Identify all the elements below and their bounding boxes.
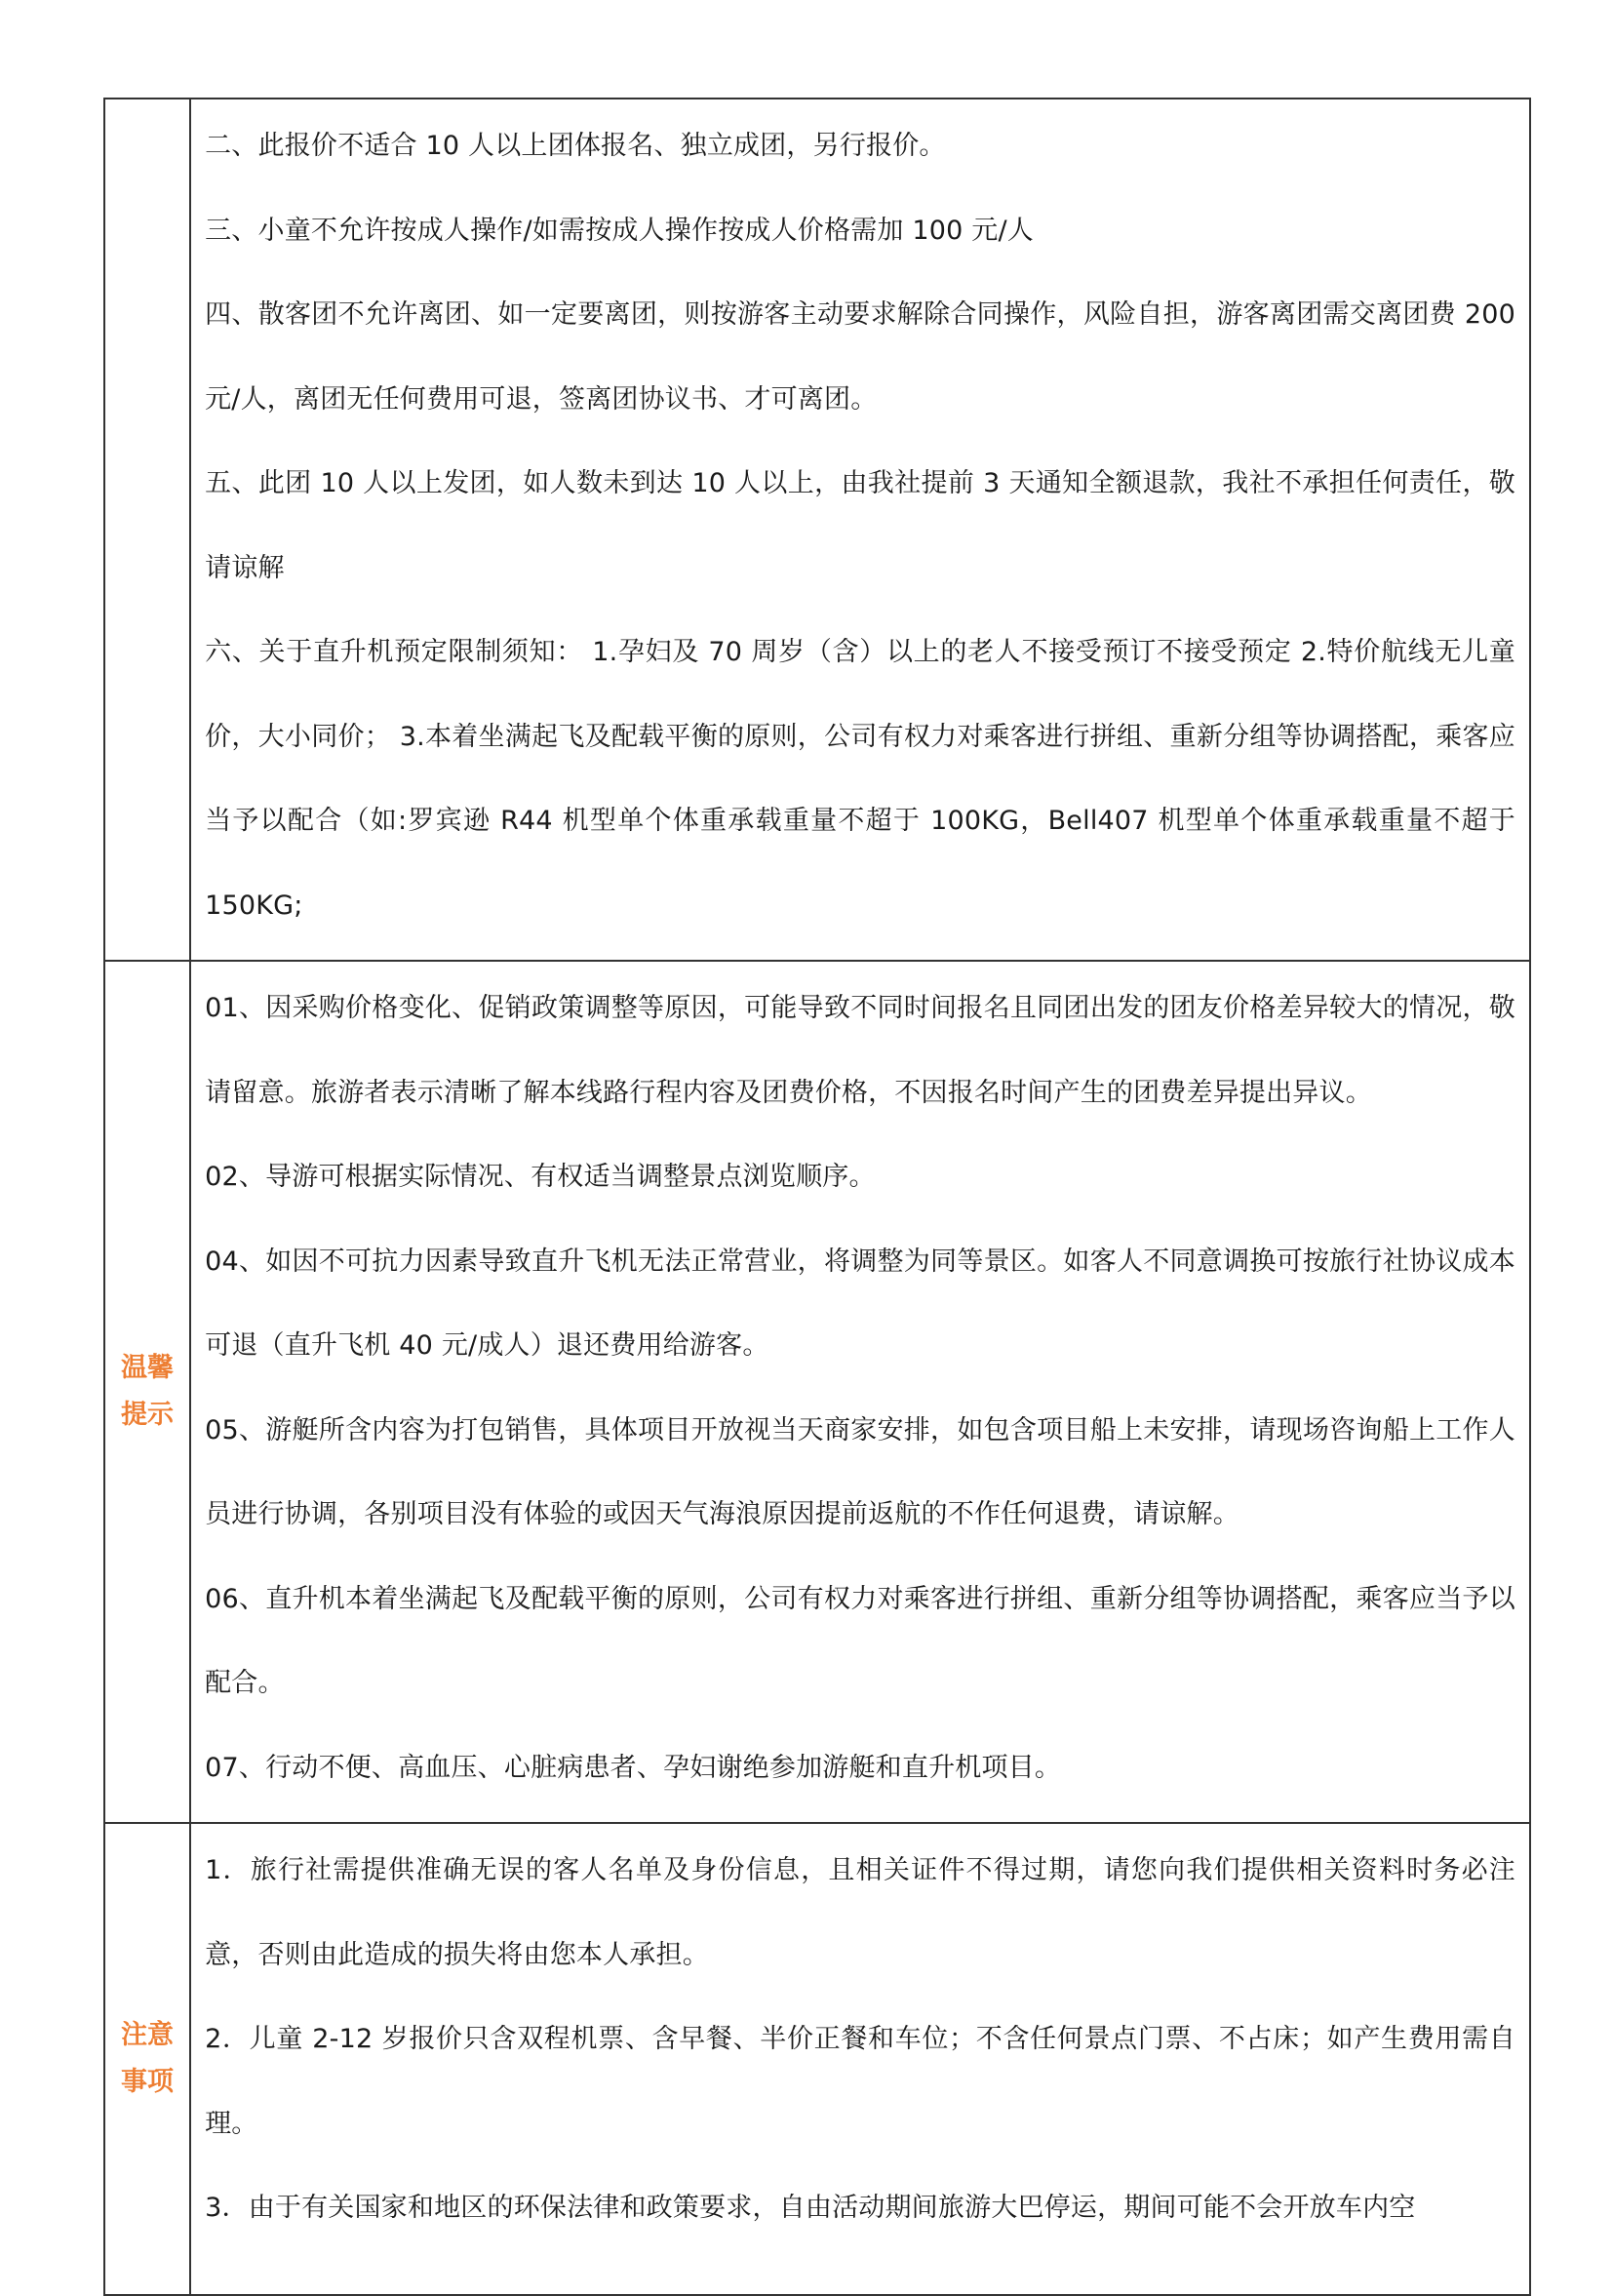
table-row-warm-tips	[104, 961, 1530, 1823]
list-item: 07、行动不便、高血压、心脏病患者、孕妇谢绝参加游艇和直升机项目。	[205, 1752, 1062, 1783]
list-item: 2．儿童 2-12 岁报价只含双程机票、含早餐、半价正餐和车位；不含任何景点门票、不占床；如产生费用需自理。	[205, 2024, 1515, 2139]
section-content-cell	[190, 99, 1530, 961]
list-item: 05、游艇所含内容为打包销售，具体项目开放视当天商家安排，如包含项目船上未安排，请现场咨询船上工作人员进行协调，各别项目没有体验的或因天气海浪原因提前返航的不作任何退费，请谅解。	[205, 1414, 1515, 1529]
list-item: 06、直升机本着坐满起飞及配载平衡的原则，公司有权力对乘客进行拼组、重新分组等协调搭配，乘客应当予以配合。	[205, 1583, 1515, 1698]
list-item: 六、关于直升机预定限制须知： 1.孕妇及 70 周岁（含）以上的老人不接受预订不接受预定 2.特价航线无儿童价，大小同价； 3.本着坐满起飞及配载平衡的原则，公司有权力对乘客进行拼组、重新分组等协调搭配，乘客应当予以配合（如:罗宾逊 R44 机型单个体重承载重量不超于 100KG，Bell407 机型单个体重承载重量不超于 150KG;	[205, 637, 1515, 921]
section-label-warm-tips: 温馨提示	[121, 1353, 175, 1430]
list-item: 01、因采购价格变化、促销政策调整等原因，可能导致不同时间报名且同团出发的团友价格差异较大的情况，敬请留意。旅游者表示清晰了解本线路行程内容及团费价格，不因报名时间产生的团费差异提出异议。	[205, 993, 1515, 1108]
section-content-cell	[190, 961, 1530, 1823]
itinerary-notes-table	[103, 98, 1531, 2296]
section-label-cell	[104, 961, 190, 1823]
list-item: 三、小童不允许按成人操作/如需按成人操作按成人价格需加 100 元/人	[205, 215, 1035, 246]
table-row-notices	[104, 1823, 1530, 2295]
list-item: 二、此报价不适合 10 人以上团体报名、独立成团，另行报价。	[205, 131, 946, 161]
section-label-notices: 注意事项	[121, 2020, 175, 2097]
list-item: 04、如因不可抗力因素导致直升飞机无法正常营业，将调整为同等景区。如客人不同意调换可按旅行社协议成本可退（直升飞机 40 元/成人）退还费用给游客。	[205, 1246, 1515, 1361]
list-item: 1．旅行社需提供准确无误的客人名单及身份信息，且相关证件不得过期，请您向我们提供相关资料时务必注意，否则由此造成的损失将由您本人承担。	[205, 1855, 1515, 1970]
list-item: 四、散客团不允许离团、如一定要离团，则按游客主动要求解除合同操作，风险自担，游客离团需交离团费 200 元/人，离团无任何费用可退，签离团协议书、才可离团。	[205, 299, 1515, 415]
section-label-cell	[104, 99, 190, 961]
section-label-cell	[104, 1823, 190, 2295]
list-item: 3．由于有关国家和地区的环保法律和政策要求，自由活动期间旅游大巴停运，期间可能不会开放车内空	[205, 2193, 1416, 2223]
section-content-cell	[190, 1823, 1530, 2295]
table-row-terms	[104, 99, 1530, 961]
list-item: 五、此团 10 人以上发团，如人数未到达 10 人以上，由我社提前 3 天通知全额退款，我社不承担任何责任，敬请谅解	[205, 468, 1515, 583]
list-item: 02、导游可根据实际情况、有权适当调整景点浏览顺序。	[205, 1162, 876, 1192]
